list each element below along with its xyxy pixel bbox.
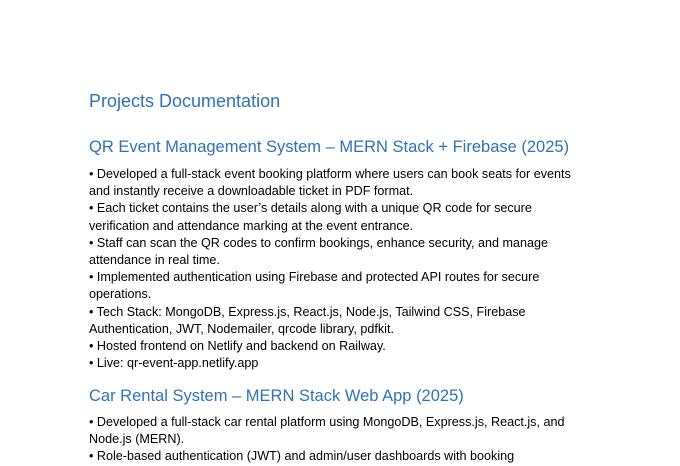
project-section-qr-event	[89, 137, 649, 372]
text-line: • Tech Stack: MongoDB, Express.js, React.js, Node.js, Tailwind CSS, Firebase	[89, 304, 526, 319]
bullet-list	[89, 414, 649, 466]
section-title: Car Rental System – MERN Stack Web App (2025)	[89, 387, 464, 405]
live-link-line: • Live: qr-event-app.netlify.app	[89, 356, 259, 371]
project-section-car-rental	[89, 386, 649, 466]
text-line: operations.	[89, 287, 152, 302]
text-line: and instantly receive a downloadable ticket in PDF format.	[89, 184, 414, 199]
section-title: QR Event Management System – MERN Stack + Firebase (2025)	[89, 138, 570, 156]
text-line: • Developed a full-stack event booking platform where users can book seats for events	[89, 167, 571, 181]
text-line: • Role-based authentication (JWT) and admin/user dashboards with booking	[89, 449, 515, 464]
text-line: • Implemented authentication using Firebase and protected API routes for secure	[89, 270, 540, 285]
text-line: Node.js (MERN).	[89, 432, 185, 447]
text-line: Authentication, JWT, Nodemailer, qrcode library, pdfkit.	[89, 321, 394, 336]
document-title: Projects Documentation	[89, 91, 281, 111]
text-line: verification and attendance marking at the event entrance.	[89, 218, 414, 233]
text-line: • Staff can scan the QR codes to confirm bookings, enhance security, and manage	[89, 235, 548, 250]
bullet-list	[89, 166, 649, 372]
text-line: • Developed a full-stack car rental platform using MongoDB, Express.js, React.js, and	[89, 415, 565, 429]
text-line: • Each ticket contains the user’s details along with a unique QR code for secure	[89, 201, 532, 216]
text-line: attendance in real time.	[89, 253, 220, 268]
text-line: • Hosted frontend on Netlify and backend on Railway.	[89, 339, 386, 354]
